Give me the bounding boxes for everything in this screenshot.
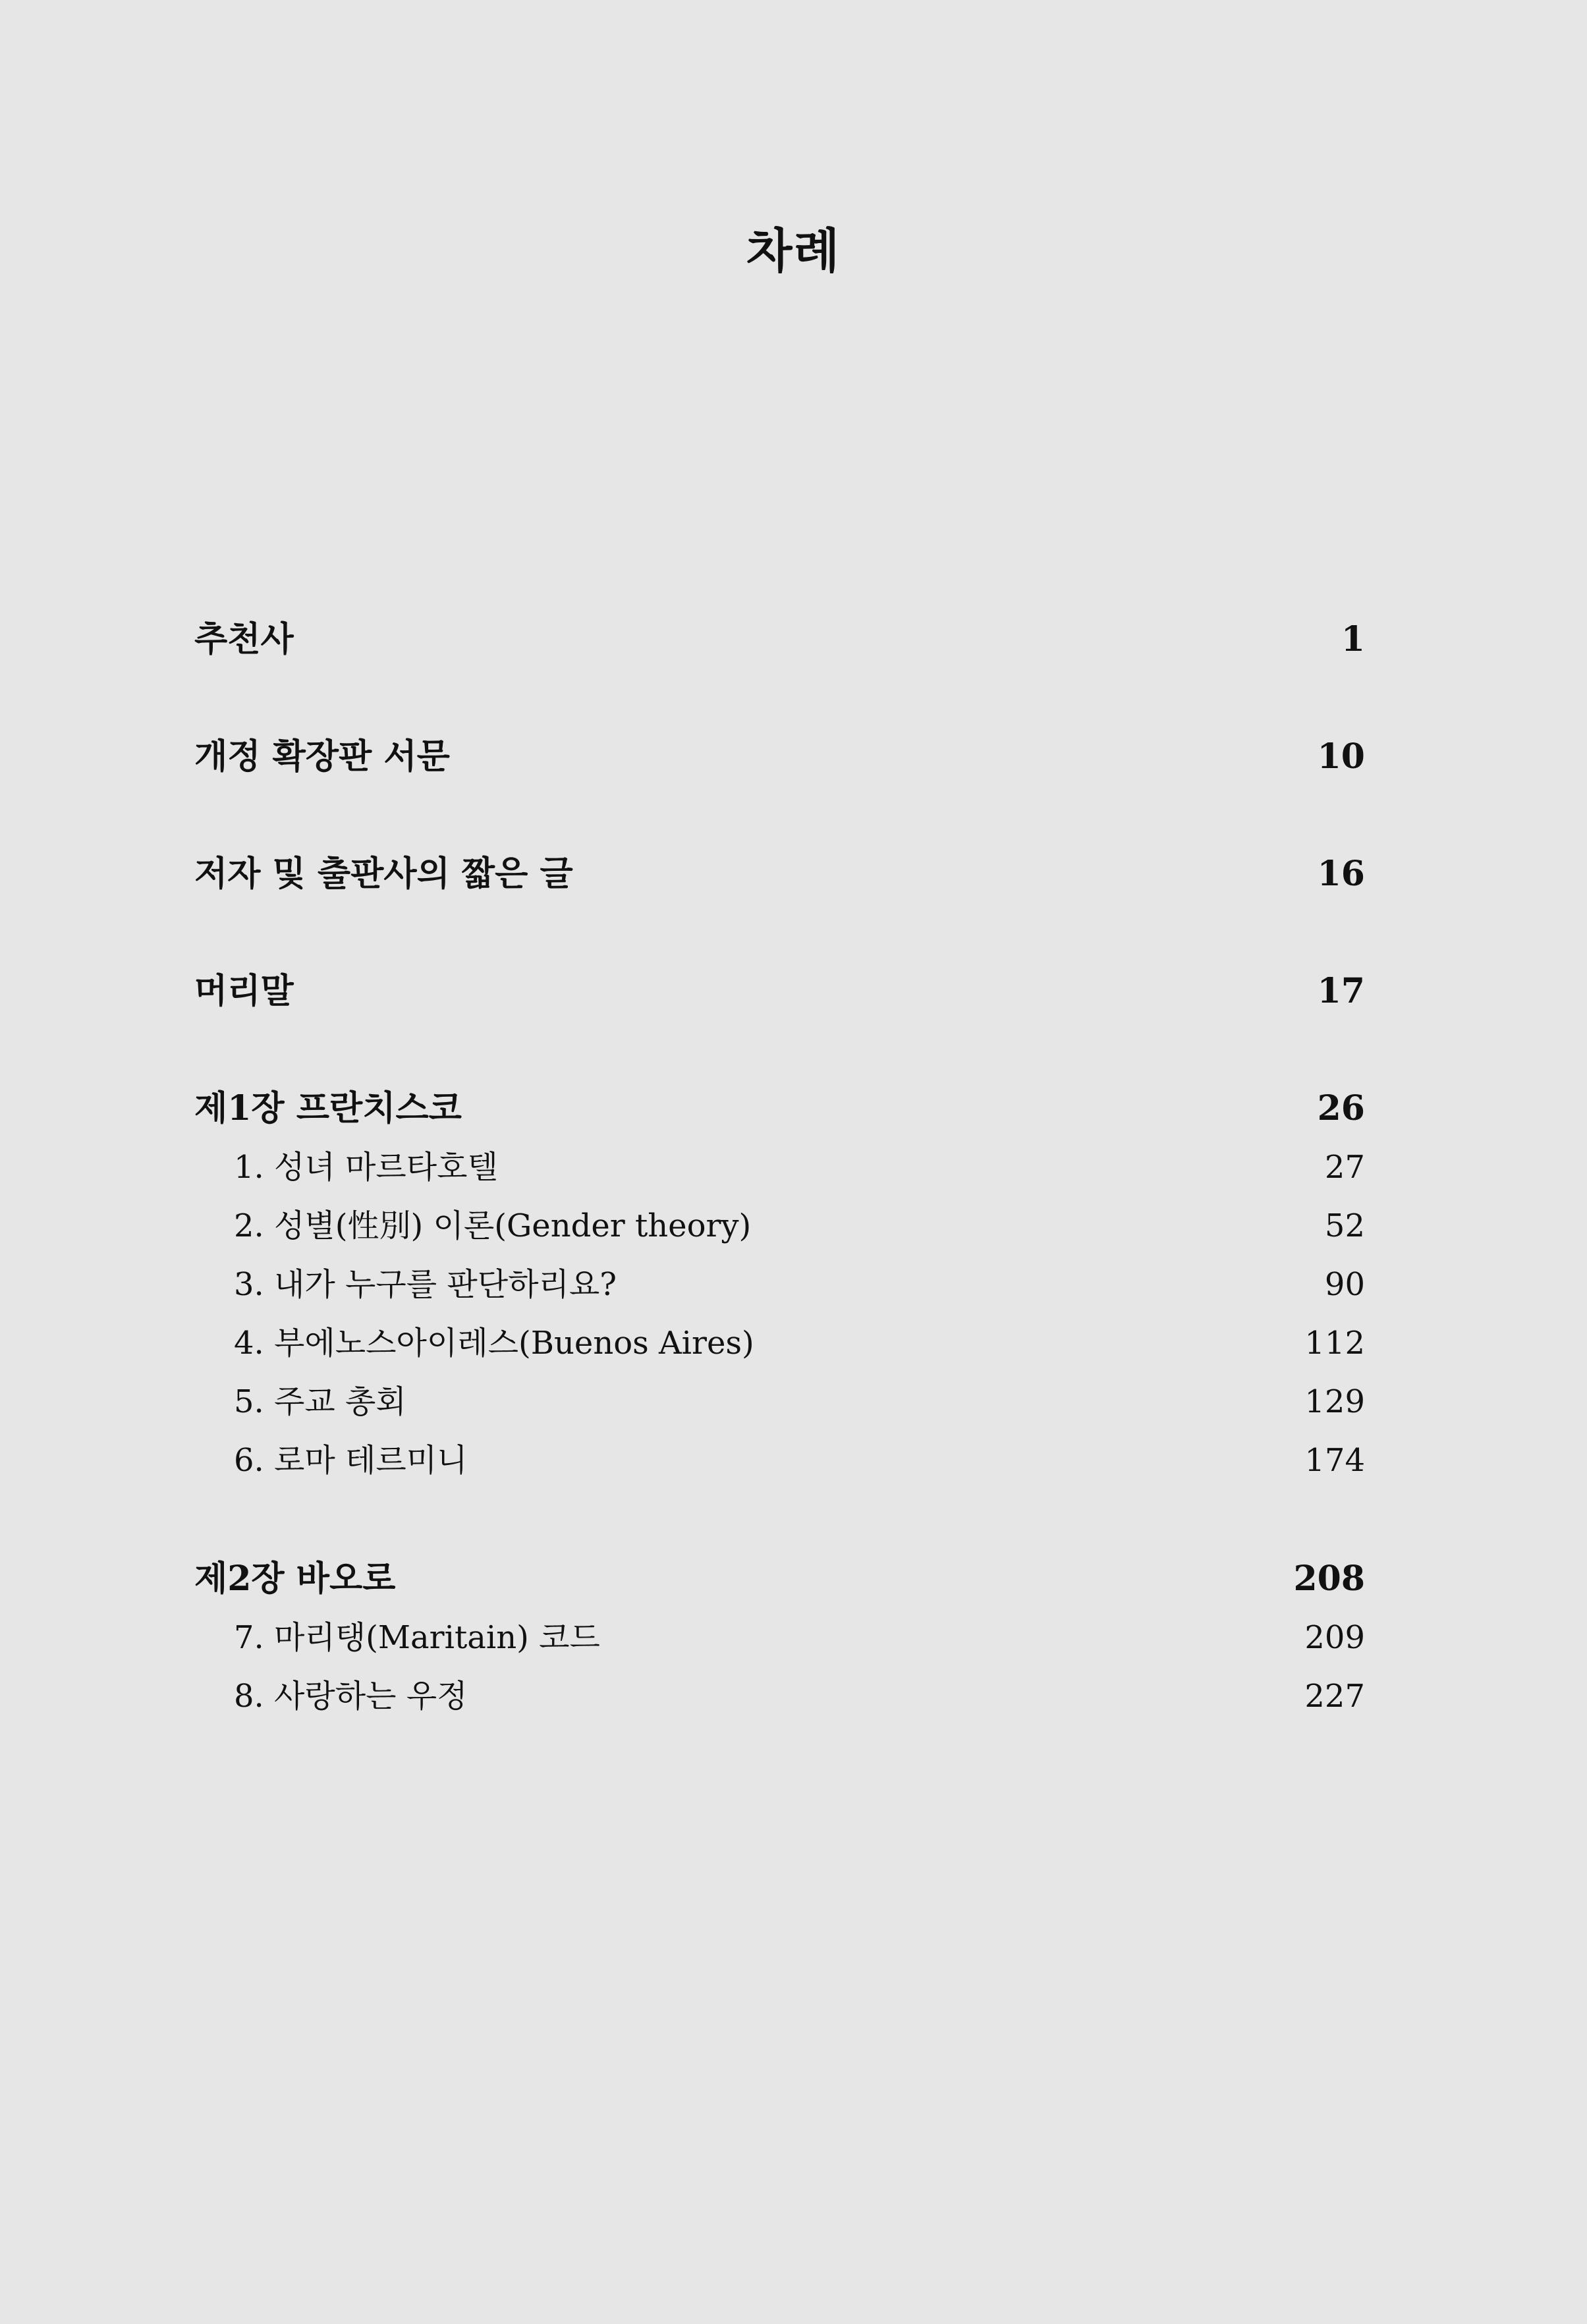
- toc-entry-page: 52: [1324, 1207, 1365, 1244]
- toc-entry-label: 2. 성별(性別) 이론(Gender theory): [234, 1207, 752, 1244]
- toc-entry-section-7[interactable]: [194, 1619, 1365, 1656]
- toc-entry-author-note[interactable]: [194, 854, 1365, 894]
- toc-entry-section-2[interactable]: [194, 1207, 1365, 1244]
- toc-entry-chapter-2[interactable]: [194, 1559, 1365, 1599]
- toc-entry-page: 90: [1324, 1266, 1365, 1303]
- toc-entry-page: 1: [1341, 619, 1365, 659]
- toc-entry-label: 제2장 바오로: [194, 1559, 396, 1599]
- toc-entry-section-5[interactable]: [194, 1383, 1365, 1420]
- toc-entry-page: 129: [1304, 1383, 1365, 1420]
- toc-entry-label: 7. 마리탱(Maritain) 코드: [234, 1619, 600, 1656]
- toc-entry-recommendation[interactable]: [194, 619, 1365, 659]
- toc-entry-label: 머리말: [194, 971, 294, 1011]
- toc-entry-chapter-1[interactable]: [194, 1088, 1365, 1128]
- toc-entry-label: 저자 및 출판사의 짧은 글: [194, 854, 573, 894]
- toc-entry-page: 17: [1317, 971, 1365, 1011]
- toc-entry-page: 174: [1304, 1442, 1365, 1479]
- toc-entry-page: 16: [1317, 854, 1365, 894]
- toc-entry-section-3[interactable]: [194, 1266, 1365, 1303]
- toc-entry-page: 209: [1304, 1619, 1365, 1656]
- toc-entry-section-6[interactable]: [194, 1442, 1365, 1479]
- toc-entry-revised-preface[interactable]: [194, 736, 1365, 777]
- toc-entry-label: 3. 내가 누구를 판단하리요?: [234, 1266, 617, 1303]
- toc-entry-label: 추천사: [194, 619, 294, 659]
- toc-entry-page: 112: [1304, 1325, 1365, 1362]
- toc-entry-label: 8. 사랑하는 우정: [234, 1678, 468, 1715]
- page-title: 차례: [746, 223, 841, 279]
- toc-entry-section-1[interactable]: [194, 1149, 1365, 1186]
- toc-entry-label: 5. 주교 총회: [234, 1383, 406, 1420]
- toc-entry-label: 제1장 프란치스코: [194, 1088, 462, 1128]
- toc-entry-page: 208: [1293, 1559, 1365, 1599]
- toc-entry-label: 4. 부에노스아이레스(Buenos Aires): [234, 1325, 754, 1362]
- toc-entry-foreword[interactable]: [194, 971, 1365, 1011]
- toc-entry-label: 6. 로마 테르미니: [234, 1442, 468, 1479]
- toc-entry-label: 개정 확장판 서문: [194, 736, 450, 777]
- toc-entry-section-8[interactable]: [194, 1678, 1365, 1715]
- toc-entry-label: 1. 성녀 마르타호텔: [234, 1149, 498, 1186]
- toc-entry-page: 10: [1317, 736, 1365, 777]
- toc-entry-page: 27: [1324, 1149, 1365, 1186]
- toc-entry-page: 227: [1304, 1678, 1365, 1715]
- toc-entry-page: 26: [1317, 1088, 1365, 1128]
- toc-entry-section-4[interactable]: [194, 1325, 1365, 1362]
